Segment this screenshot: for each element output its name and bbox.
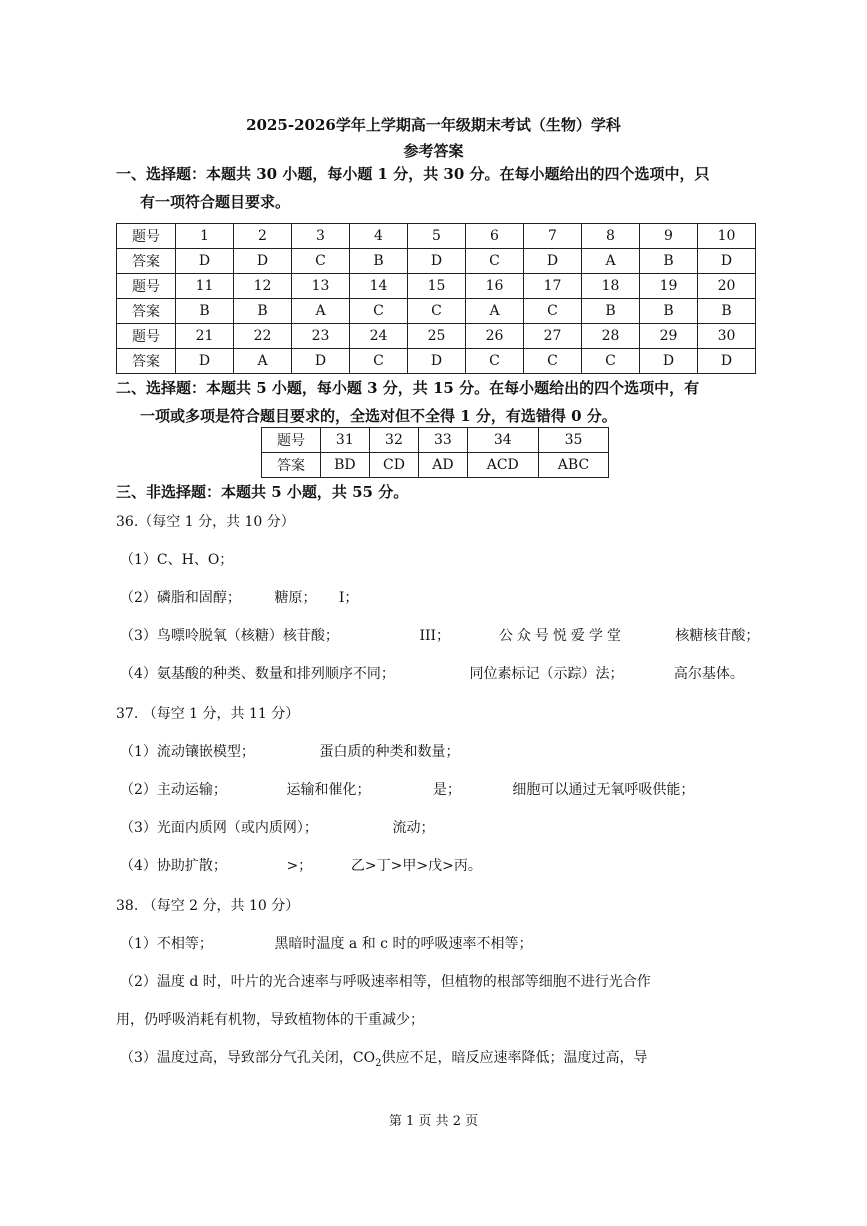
question-number-cell: 19 (640, 274, 698, 299)
question-number-cell: 25 (408, 324, 466, 349)
row-label-question: 题号 (117, 324, 176, 349)
answer-cell: B (698, 299, 756, 324)
answer-cell: C (350, 349, 408, 374)
row-label-question: 题号 (262, 428, 321, 453)
answer-cell: B (350, 249, 408, 274)
question-number-cell: 12 (234, 274, 292, 299)
q38-part-2-line-1: （2）温度 d 时，叶片的光合速率与呼吸速率相等，但植物的根部等细胞不进行光合作 (120, 974, 651, 990)
question-number-cell: 22 (234, 324, 292, 349)
q36-4-a: （4）氨基酸的种类、数量和排列顺序不同； (120, 666, 395, 682)
answer-cell: A (466, 299, 524, 324)
q38-header: 38. （每空 2 分，共 10 分） (116, 898, 300, 914)
q36-3-a: （3）鸟嘌呤脱氧（核糖）核苷酸； (120, 628, 339, 644)
q38-part-1 (120, 932, 532, 956)
answer-cell: B (582, 299, 640, 324)
answer-row (117, 349, 756, 374)
question-number-cell: 16 (466, 274, 524, 299)
answer-cell: C (524, 299, 582, 324)
answer-cell: A (582, 249, 640, 274)
row-label-question: 题号 (117, 274, 176, 299)
answer-cell: C (292, 249, 350, 274)
answer-cell: D (408, 249, 466, 274)
document-subtitle: 参考答案 (403, 142, 464, 160)
section-3-heading (116, 478, 764, 506)
question-number-cell: 26 (466, 324, 524, 349)
answer-cell: D (408, 349, 466, 374)
q37-1-a: （1）流动镶嵌模型； (120, 744, 255, 760)
answer-cell: B (640, 299, 698, 324)
question-number-cell: 27 (524, 324, 582, 349)
answer-row (262, 453, 609, 478)
q36-part-2 (120, 586, 358, 610)
answer-cell: C (524, 349, 582, 374)
question-number-cell: 31 (321, 428, 370, 453)
q38-part-3 (120, 1046, 647, 1076)
section-1-heading (116, 160, 764, 216)
question-number-cell: 33 (419, 428, 467, 453)
q36-part-3 (120, 624, 759, 648)
q37-part-4 (120, 854, 482, 878)
section-3-line-1: 三、非选择题：本题共 5 小题，共 55 分。 (116, 483, 409, 501)
q37-part-3 (120, 816, 434, 840)
q36-3-c: 公众号悦爱学堂 (498, 628, 625, 644)
q37-2-d: 细胞可以通过无氧呼吸供能； (512, 782, 695, 798)
question-number-cell: 10 (698, 224, 756, 249)
question-number-cell: 23 (292, 324, 350, 349)
answer-cell: ACD (467, 453, 538, 478)
answer-cell: D (292, 349, 350, 374)
q38-3-before: （3）温度过高，导致部分气孔关闭，CO (120, 1050, 376, 1066)
q37-2-b: 运输和催化； (286, 782, 371, 798)
answer-cell: A (292, 299, 350, 324)
answer-cell: AD (419, 453, 467, 478)
q38-3-sub: 2 (375, 1057, 382, 1069)
question-number-row (262, 428, 609, 453)
question-number-cell: 1 (176, 224, 234, 249)
question-number-cell: 29 (640, 324, 698, 349)
question-number-cell: 15 (408, 274, 466, 299)
q36-2-a: （2）磷脂和固醇； (120, 590, 241, 606)
answer-cell: A (234, 349, 292, 374)
q37-3-a: （3）光面内质网（或内质网）； (120, 820, 318, 836)
q38-1-a: （1）不相等； (120, 936, 213, 952)
section-2-line-2: 一项或多项是符合题目要求的，全选对但不全得 1 分，有选错得 0 分。 (140, 407, 617, 425)
question-number-cell: 32 (369, 428, 419, 453)
q37-part-2 (120, 778, 694, 802)
answer-table-1 (116, 223, 756, 374)
answer-table-2 (261, 427, 609, 478)
q36-4-b: 同位素标记（示踪）法； (469, 666, 624, 682)
question-number-cell: 34 (467, 428, 538, 453)
document-title: 2025-2026学年上学期高一年级期末考试（生物）学科 (246, 116, 621, 134)
question-number-cell: 35 (538, 428, 608, 453)
question-number-cell: 9 (640, 224, 698, 249)
q36-3-d: 核糖核苷酸； (675, 628, 760, 644)
answer-cell: D (176, 349, 234, 374)
q38-3-after: 供应不足，暗反应速率降低；温度过高，导 (381, 1050, 648, 1066)
q37-header: 37. （每空 1 分，共 11 分） (116, 706, 300, 722)
q37-2-c: 是； (432, 782, 461, 798)
q37-part-1 (120, 740, 459, 764)
answer-cell: B (640, 249, 698, 274)
q36-part-1 (120, 548, 233, 572)
question-number-row (117, 224, 756, 249)
answer-cell: C (466, 249, 524, 274)
question-number-cell: 7 (524, 224, 582, 249)
answer-cell: D (234, 249, 292, 274)
q38-part-2-line-2: 用，仍呼吸消耗有机物，导致植物体的干重减少； (116, 1012, 424, 1028)
answer-cell: D (698, 249, 756, 274)
answer-row (117, 249, 756, 274)
q37-1-b: 蛋白质的种类和数量； (319, 744, 460, 760)
answer-cell: D (524, 249, 582, 274)
answer-cell: B (176, 299, 234, 324)
answer-cell: D (176, 249, 234, 274)
question-number-cell: 5 (408, 224, 466, 249)
row-label-answer: 答案 (262, 453, 321, 478)
q36-2-b: 糖原； (274, 590, 317, 606)
q36-part-4 (120, 662, 744, 686)
answer-cell: C (408, 299, 466, 324)
question-number-row (117, 324, 756, 349)
q37-2-a: （2）主动运输； (120, 782, 227, 798)
q37-4-b: >； (286, 858, 313, 874)
row-label-question: 题号 (117, 224, 176, 249)
section-1-line-1: 一、选择题：本题共 30 小题，每小题 1 分，共 30 分。在每小题给出的四个选项中，只 (116, 165, 710, 183)
row-label-answer: 答案 (117, 299, 176, 324)
answer-cell: C (466, 349, 524, 374)
section-2-line-1: 二、选择题：本题共 5 小题，每小题 3 分，共 15 分。在每小题给出的四个选项中，有 (116, 379, 700, 397)
row-label-answer: 答案 (117, 249, 176, 274)
answer-cell: BD (321, 453, 370, 478)
section-2-heading (116, 374, 764, 430)
question-number-cell: 13 (292, 274, 350, 299)
q37-4-c: 乙>丁>甲>戊>丙。 (350, 858, 482, 874)
q36-header: 36.（每空 1 分，共 10 分） (116, 514, 295, 530)
section-1-line-2: 有一项符合题目要求。 (140, 193, 291, 211)
q36-2-c: I； (338, 590, 359, 606)
question-number-cell: 20 (698, 274, 756, 299)
question-number-cell: 11 (176, 274, 234, 299)
answer-row (117, 299, 756, 324)
question-number-cell: 3 (292, 224, 350, 249)
answer-cell: D (640, 349, 698, 374)
answer-cell: C (350, 299, 408, 324)
q38-1-b: 黑暗时温度 a 和 c 时的呼吸速率不相等； (274, 936, 533, 952)
question-number-cell: 24 (350, 324, 408, 349)
question-number-cell: 6 (466, 224, 524, 249)
q36-4-c: 高尔基体。 (673, 666, 744, 682)
question-number-cell: 21 (176, 324, 234, 349)
question-number-cell: 8 (582, 224, 640, 249)
question-number-row (117, 274, 756, 299)
question-number-cell: 17 (524, 274, 582, 299)
question-number-cell: 28 (582, 324, 640, 349)
q36-3-b: III； (419, 628, 451, 644)
page-footer: 第 1 页 共 2 页 (388, 1114, 479, 1129)
answer-cell: ABC (538, 453, 608, 478)
q36-1-a: （1）C、H、O； (120, 552, 234, 568)
question-number-cell: 4 (350, 224, 408, 249)
q37-4-a: （4）协助扩散； (120, 858, 227, 874)
question-number-cell: 18 (582, 274, 640, 299)
question-number-cell: 30 (698, 324, 756, 349)
row-label-answer: 答案 (117, 349, 176, 374)
answer-cell: C (582, 349, 640, 374)
answer-cell: D (698, 349, 756, 374)
q37-3-b: 流动； (392, 820, 435, 836)
answer-cell: B (234, 299, 292, 324)
question-number-cell: 2 (234, 224, 292, 249)
question-number-cell: 14 (350, 274, 408, 299)
answer-cell: CD (369, 453, 419, 478)
